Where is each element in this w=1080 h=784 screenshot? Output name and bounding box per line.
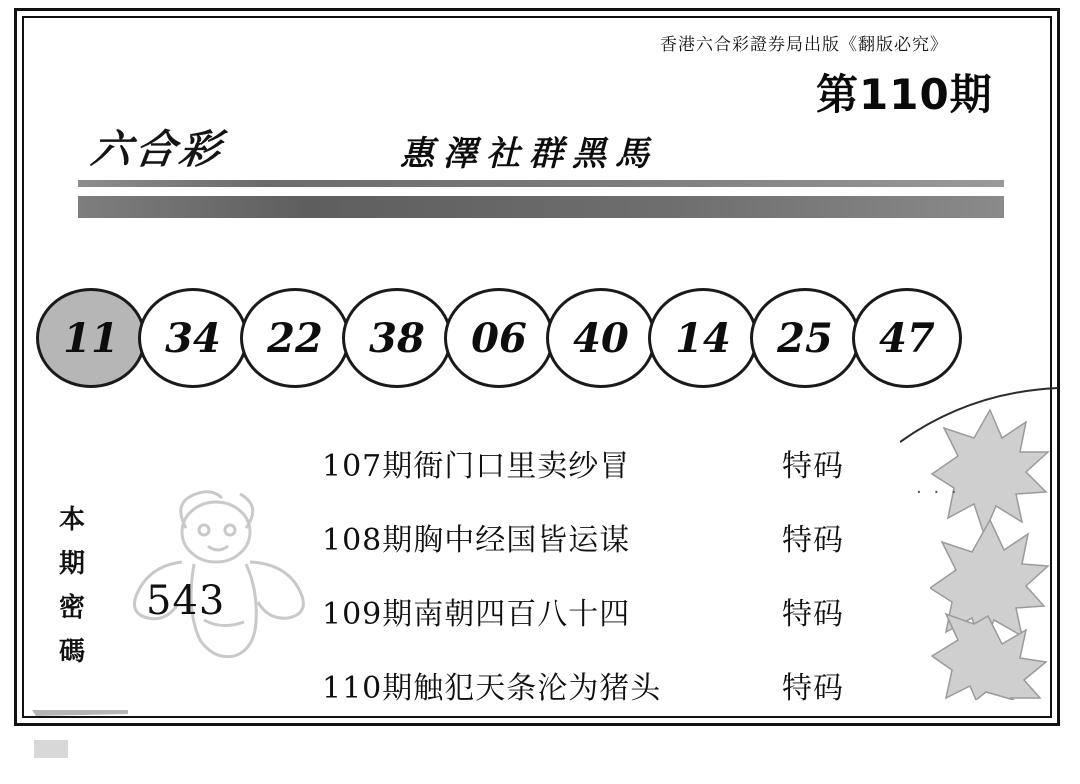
secret-label-char-1: 本 xyxy=(58,505,85,535)
issue-number: 第110期 xyxy=(816,70,993,119)
lottery-ball: 34 xyxy=(138,288,248,388)
prediction-row xyxy=(322,648,922,722)
secret-code-label xyxy=(52,498,92,674)
divider-bar-thin xyxy=(78,180,1004,187)
lottery-ball: 14 xyxy=(648,288,758,388)
print-smudge-decoration xyxy=(28,700,148,760)
lottery-ball: 40 xyxy=(546,288,656,388)
prediction-row xyxy=(322,426,922,500)
prediction-list xyxy=(322,426,922,722)
prediction-text: 109期南朝四百八十四 xyxy=(322,597,631,632)
lottery-ball: 11 xyxy=(36,288,146,388)
prediction-tag: 特码 xyxy=(782,523,844,558)
lottery-ball: 38 xyxy=(342,288,452,388)
lottery-ball: 06 xyxy=(444,288,554,388)
prediction-tag: 特码 xyxy=(782,671,844,706)
brand-title: 六合彩 xyxy=(88,126,227,173)
prediction-tag: 特码 xyxy=(782,597,844,632)
ellipsis-decoration: · · · xyxy=(916,482,960,503)
prediction-text: 110期触犯天条沦为猪头 xyxy=(322,671,662,706)
cherub-decoration-icon xyxy=(108,470,318,670)
starburst-decoration-icon xyxy=(930,400,1050,700)
secret-label-char-3: 密 xyxy=(58,593,85,623)
page-subtitle: 惠澤社群黑馬 xyxy=(400,134,658,174)
lottery-ball: 25 xyxy=(750,288,860,388)
drawn-numbers-row xyxy=(36,286,1036,390)
lottery-ball: 22 xyxy=(240,288,350,388)
secret-label-char-2: 期 xyxy=(58,549,85,579)
secret-label-char-4: 碼 xyxy=(58,637,85,667)
divider-bar-thick xyxy=(78,196,1004,218)
prediction-row xyxy=(322,574,922,648)
lottery-ball: 47 xyxy=(852,288,962,388)
prediction-row xyxy=(322,500,922,574)
publisher-note: 香港六合彩證券局出版《翻版必究》 xyxy=(660,35,948,55)
secret-code-value: 543 xyxy=(146,578,226,624)
prediction-text: 108期胸中经国皆运谋 xyxy=(322,523,631,558)
prediction-tag: 特码 xyxy=(782,449,844,484)
prediction-text: 107期衙门口里卖纱冒 xyxy=(322,449,631,484)
